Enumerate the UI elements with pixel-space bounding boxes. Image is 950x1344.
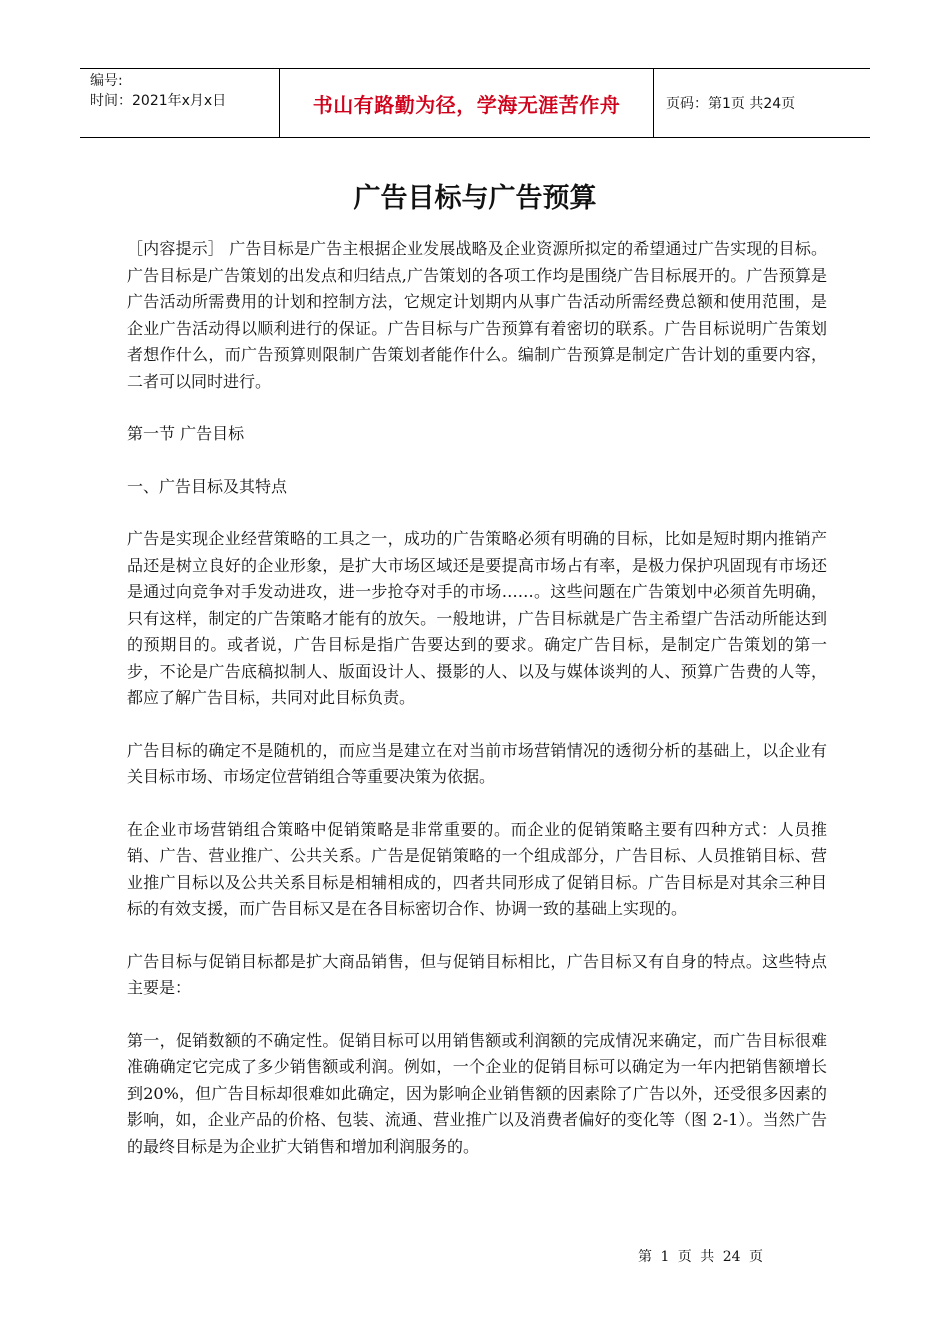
document-title: 广告目标与广告预算 bbox=[353, 183, 597, 214]
intro-paragraph: ［内容提示］ 广告目标是广告主根据企业发展战略及企业资源所拟定的希望通过广告实现的目标。广告目标是广告策划的出发点和归结点,广告策划的各项工作均是围绕广告目标展开的。广告预算是广告活动所需费用的计划和控制方法，它规定计划期内从事广告活动所需经费总额和使用范围，是企业广告活动得以顺利进行的保证。广告目标与广告预算有着密切的联系。广告目标说明广告策划者想作什么，而广告预算则限制广告策划者能作什么。编制广告预算是制定广告计划的重要内容，二者可以同时进行。 bbox=[127, 239, 827, 391]
serial-number-label: 编号: bbox=[90, 73, 123, 89]
body-paragraph: 在企业市场营销组合策略中促销策略是非常重要的。而企业的促销策略主要有四种方式：人员推销、广告、营业推广、公共关系。广告是促销策略的一个组成部分，广告目标、人员推销目标、营业推广目标以及公共关系目标是相辅相成的，四者共同形成了促销目标。广告目标是对其余三种目标的有效支援，而广告目标又是在各目标密切合作、协调一致的基础上实现的。 bbox=[127, 819, 827, 918]
section-heading: 第一节 广告目标 bbox=[127, 424, 245, 443]
body-paragraph: 广告目标与促销目标都是扩大商品销售，但与促销目标相比，广告目标又有自身的特点。这些特点主要是： bbox=[127, 951, 827, 997]
document-body bbox=[127, 236, 827, 1186]
header-page-cell bbox=[654, 69, 870, 137]
body-paragraph: 广告是实现企业经营策略的工具之一，成功的广告策略必须有明确的目标，比如是短时期内推销产品还是树立良好的企业形象，是扩大市场区域还是要提高市场占有率，是极力保护巩固现有市场还是通过向竞争对手发动进攻，进一步抢夺对手的市场……。这些问题在广告策划中必须首先明确，只有这样，制定的广告策略才能有的放矢。一般地讲，广告目标就是广告主希望广告活动所能达到的预期目的。或者说，广告目标是指广告要达到的要求。确定广告目标，是制定广告策划的第一步，不论是广告底稿拟制人、版面设计人、摄影的人、以及与媒体谈判的人、预算广告费的人等，都应了解广告目标，共同对此目标负责。 bbox=[127, 529, 827, 707]
page-info: 页码：第1页 共24页 bbox=[666, 96, 796, 112]
body-paragraph: 广告目标的确定不是随机的，而应当是建立在对当前市场营销情况的透彻分析的基础上，以企业有关目标市场、市场定位营销组合等重要决策为依据。 bbox=[127, 740, 827, 786]
body-paragraph: 第一，促销数额的不确定性。促销目标可以用销售额或利润额的完成情况来确定，而广告目标很难准确确定它完成了多少销售额或利润。例如，一个企业的促销目标可以确定为一年内把销售额增长到20%，但广告目标却很难如此确定，因为影响企业销售额的因素除了广告以外，还受很多因素的影响，如，企业产品的价格、包装、流通、营业推广以及消费者偏好的变化等（图 2-1）。当然广告的最终目标是为企业扩大销售和增加利润服务的。 bbox=[127, 1030, 827, 1156]
date-label: 时间：2021年x月x日 bbox=[90, 93, 227, 109]
page-footer: 第 1 页 共 24 页 bbox=[638, 1249, 763, 1265]
header-meta-cell bbox=[80, 69, 280, 137]
subsection-heading: 一、广告目标及其特点 bbox=[127, 476, 288, 496]
motto-text: 书山有路勤为径，学海无涯苦作舟 bbox=[312, 92, 621, 117]
document-header bbox=[80, 68, 870, 138]
header-motto-cell bbox=[280, 69, 654, 137]
